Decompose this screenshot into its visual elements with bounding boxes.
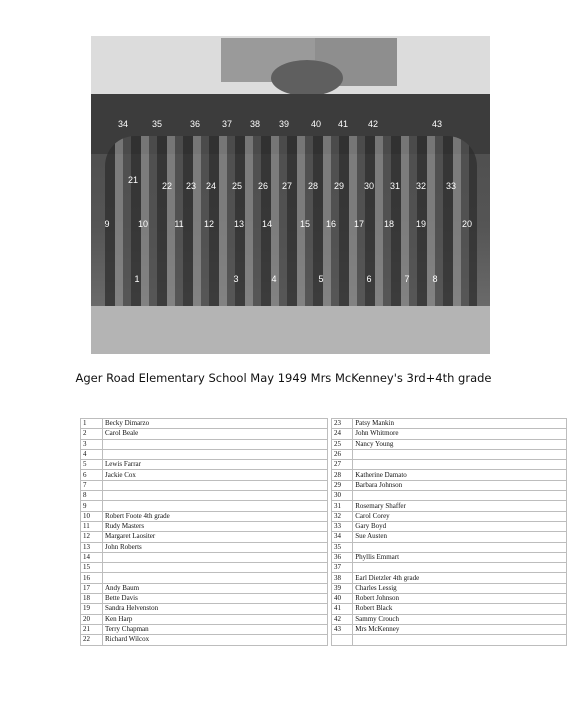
photo-label-13: 13 [233, 219, 245, 229]
photo-label-8: 8 [432, 274, 438, 284]
roster-number: 9 [81, 501, 103, 511]
photo-label-43: 43 [431, 119, 443, 129]
roster-number: 29 [332, 480, 353, 490]
roster-number: 11 [81, 521, 103, 531]
roster-name [353, 563, 567, 573]
roster-name: Sandra Helvenston [103, 604, 328, 614]
roster-name: Robert Black [353, 604, 567, 614]
photo-label-28: 28 [307, 181, 319, 191]
roster-row [332, 460, 567, 470]
photo-label-10: 10 [137, 219, 149, 229]
roster-number: 14 [81, 552, 103, 562]
roster-number: 28 [332, 470, 353, 480]
roster-row [81, 624, 328, 634]
photo-label-16: 16 [325, 219, 337, 229]
roster-number: 5 [81, 460, 103, 470]
roster-row [81, 491, 328, 501]
photo-label-7: 7 [404, 274, 410, 284]
roster-number: 6 [81, 470, 103, 480]
roster-number: 15 [81, 563, 103, 573]
photo-label-6: 6 [366, 274, 372, 284]
roster-row [332, 624, 567, 634]
roster-number: 39 [332, 583, 353, 593]
roster-number: 1 [81, 419, 103, 429]
roster-number: 42 [332, 614, 353, 624]
roster-row [81, 521, 328, 531]
roster-name [103, 491, 328, 501]
roster-number: 21 [81, 624, 103, 634]
photo-label-35: 35 [151, 119, 163, 129]
photo-label-17: 17 [353, 219, 365, 229]
class-photo [91, 36, 490, 354]
photo-label-32: 32 [415, 181, 427, 191]
roster-row [332, 604, 567, 614]
roster-row [332, 542, 567, 552]
roster-name: Richard Wilcox [103, 635, 328, 645]
roster-row [81, 573, 328, 583]
roster-row [332, 552, 567, 562]
roster-name: Earl Dietzler 4th grade [353, 573, 567, 583]
photo-label-42: 42 [367, 119, 379, 129]
roster-number: 3 [81, 439, 103, 449]
roster-row [332, 480, 567, 490]
roster-name: Patsy Mankin [353, 419, 567, 429]
photo-label-9: 9 [104, 219, 110, 229]
photo-label-11: 11 [174, 219, 184, 229]
classroom-floor [91, 306, 490, 354]
roster-number: 22 [81, 635, 103, 645]
roster-row [332, 449, 567, 459]
roster-name: Jackie Cox [103, 470, 328, 480]
roster-number: 8 [81, 491, 103, 501]
roster-name: Nancy Young [353, 439, 567, 449]
roster-name: John Whitmore [353, 429, 567, 439]
roster-number: 26 [332, 449, 353, 459]
roster-name [353, 449, 567, 459]
roster-name [353, 491, 567, 501]
roster-number: 34 [332, 532, 353, 542]
photo-label-31: 31 [389, 181, 401, 191]
roster-row [81, 542, 328, 552]
roster-name [103, 552, 328, 562]
roster-name [103, 563, 328, 573]
flower-arrangement [271, 60, 343, 96]
roster-number: 24 [332, 429, 353, 439]
photo-label-15: 15 [299, 219, 311, 229]
photo-label-34: 34 [117, 119, 129, 129]
roster-row [81, 460, 328, 470]
roster-name: Gary Boyd [353, 521, 567, 531]
roster-table-left [80, 418, 328, 646]
photo-label-41: 41 [337, 119, 349, 129]
photo-label-36: 36 [189, 119, 201, 129]
roster-name [353, 635, 567, 645]
roster-number: 30 [332, 491, 353, 501]
photo-caption: Ager Road Elementary School May 1949 Mrs McKenney's 3rd+4th grade [75, 371, 492, 385]
roster-number: 41 [332, 604, 353, 614]
roster-name: Barbara Johnson [353, 480, 567, 490]
roster-number: 19 [81, 604, 103, 614]
roster-row [81, 429, 328, 439]
roster-row [81, 449, 328, 459]
roster-number [332, 635, 353, 645]
roster-row [332, 521, 567, 531]
roster-table-right [331, 418, 567, 646]
photo-label-30: 30 [363, 181, 375, 191]
roster-name [103, 439, 328, 449]
roster-row [332, 419, 567, 429]
roster-number: 36 [332, 552, 353, 562]
roster-row [81, 563, 328, 573]
roster-number: 32 [332, 511, 353, 521]
photo-label-37: 37 [221, 119, 233, 129]
roster-number: 4 [81, 449, 103, 459]
photo-label-40: 40 [310, 119, 322, 129]
roster-row [332, 594, 567, 604]
photo-label-33: 33 [445, 181, 457, 191]
roster-row [81, 604, 328, 614]
roster-name: Mrs McKenney [353, 624, 567, 634]
roster-name: Terry Chapman [103, 624, 328, 634]
photo-label-22: 22 [161, 181, 173, 191]
roster-number: 13 [81, 542, 103, 552]
roster-number: 43 [332, 624, 353, 634]
roster-row [332, 532, 567, 542]
roster-name: John Roberts [103, 542, 328, 552]
roster-row [332, 635, 567, 645]
roster-number: 38 [332, 573, 353, 583]
photo-label-21: 21 [127, 175, 139, 185]
roster-name [353, 542, 567, 552]
photo-label-26: 26 [257, 181, 269, 191]
roster-row [332, 491, 567, 501]
roster-name [103, 449, 328, 459]
roster-name: Sammy Crouch [353, 614, 567, 624]
roster-name [103, 573, 328, 583]
roster-row [332, 501, 567, 511]
roster-name [103, 480, 328, 490]
roster-number: 7 [81, 480, 103, 490]
roster-row [81, 552, 328, 562]
roster-row [332, 429, 567, 439]
roster-name: Robert Foote 4th grade [103, 511, 328, 521]
photo-label-4: 4 [271, 274, 277, 284]
roster-number: 35 [332, 542, 353, 552]
photo-label-20: 20 [461, 219, 473, 229]
roster-row [81, 594, 328, 604]
photo-label-27: 27 [281, 181, 293, 191]
roster-row [81, 470, 328, 480]
roster-name [353, 460, 567, 470]
photo-label-3: 3 [233, 274, 239, 284]
photo-label-29: 29 [333, 181, 345, 191]
roster-name: Becky Dimarzo [103, 419, 328, 429]
roster-row [81, 614, 328, 624]
roster-number: 12 [81, 532, 103, 542]
roster-name: Sue Austen [353, 532, 567, 542]
roster-row [332, 573, 567, 583]
roster-name: Charles Lessig [353, 583, 567, 593]
roster-number: 10 [81, 511, 103, 521]
photo-label-18: 18 [383, 219, 395, 229]
roster-name: Phyllis Emmart [353, 552, 567, 562]
roster-row [332, 614, 567, 624]
roster-number: 2 [81, 429, 103, 439]
roster-number: 31 [332, 501, 353, 511]
roster-name: Ken Harp [103, 614, 328, 624]
roster-row [332, 563, 567, 573]
roster-number: 17 [81, 583, 103, 593]
roster-name: Carol Corey [353, 511, 567, 521]
roster-number: 23 [332, 419, 353, 429]
photo-label-1: 1 [134, 274, 140, 284]
roster-name: Lewis Farrar [103, 460, 328, 470]
roster-name [103, 501, 328, 511]
roster-number: 25 [332, 439, 353, 449]
roster-name: Andy Baum [103, 583, 328, 593]
roster-row [81, 419, 328, 429]
photo-label-23: 23 [185, 181, 197, 191]
photo-label-12: 12 [203, 219, 215, 229]
roster-name: Katherine Damato [353, 470, 567, 480]
roster-row [81, 583, 328, 593]
photo-label-5: 5 [318, 274, 324, 284]
photo-label-24: 24 [205, 181, 217, 191]
roster-name: Rudy Masters [103, 521, 328, 531]
photo-label-19: 19 [415, 219, 427, 229]
roster-row [81, 501, 328, 511]
roster-row [81, 532, 328, 542]
roster-name: Bette Davis [103, 594, 328, 604]
roster-number: 33 [332, 521, 353, 531]
roster-number: 37 [332, 563, 353, 573]
roster-name: Margaret Laositer [103, 532, 328, 542]
roster-row [332, 470, 567, 480]
roster-row [332, 583, 567, 593]
roster-row [332, 511, 567, 521]
roster-number: 16 [81, 573, 103, 583]
roster-row [81, 635, 328, 645]
roster-number: 27 [332, 460, 353, 470]
roster-row [332, 439, 567, 449]
roster-name: Carol Beale [103, 429, 328, 439]
roster-name: Rosemary Shaffer [353, 501, 567, 511]
roster-row [81, 439, 328, 449]
photo-label-14: 14 [261, 219, 273, 229]
students-group [105, 136, 477, 326]
roster-number: 18 [81, 594, 103, 604]
roster-row [81, 511, 328, 521]
photo-label-39: 39 [278, 119, 290, 129]
roster-name: Robert Johnson [353, 594, 567, 604]
photo-label-38: 38 [249, 119, 261, 129]
roster-number: 20 [81, 614, 103, 624]
roster-number: 40 [332, 594, 353, 604]
roster-row [81, 480, 328, 490]
photo-label-25: 25 [231, 181, 243, 191]
